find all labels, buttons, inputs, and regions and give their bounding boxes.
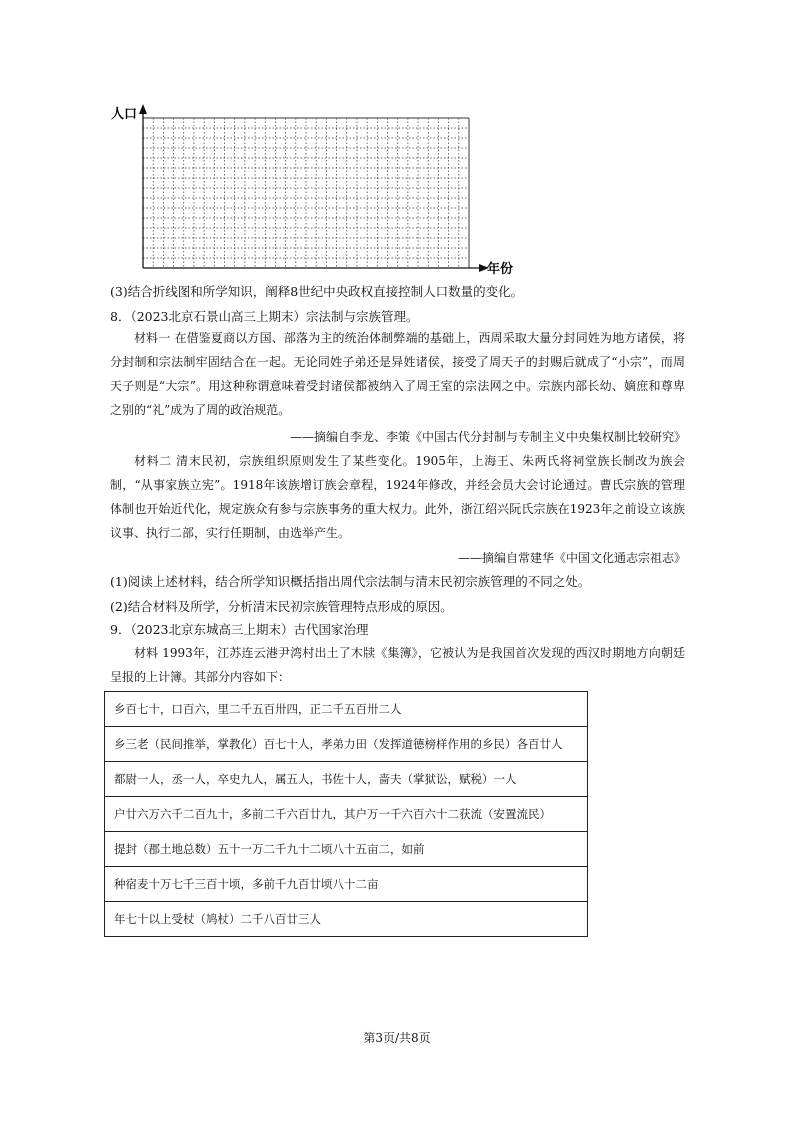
q8-source-2: ——摘编自常建华《中国文化通志宗祖志》 xyxy=(457,551,686,565)
q8-source: （2023北京石景山高三上期末） xyxy=(130,309,307,324)
q9-source: （2023北京东城高三上期末） xyxy=(130,622,294,637)
table-cell: 年七十以上受杖（鸠杖）二千八百廿三人 xyxy=(105,902,588,937)
q7-part3: (3)结合折线图和所学知识，阐释8世纪中央政权直接控制人口数量的变化。 xyxy=(110,284,524,299)
y-axis-label: 人口 xyxy=(111,107,138,122)
table-cell: 提封（郡土地总数）五十一万二千九十二顷八十五亩二，如前 xyxy=(105,832,588,867)
table-row xyxy=(105,832,588,867)
y-axis-arrow xyxy=(139,104,147,114)
q9-material: 材料 1993年，江苏连云港尹湾村出土了木牍《集簿》，它被认为是我国首次发现的西汉时期地方向朝廷呈报的上计簿。其部分内容如下： xyxy=(110,646,685,684)
table-cell: 都尉一人，丞一人，卒史九人，属五人，书佐十人，啬夫（掌狱讼，赋税）一人 xyxy=(105,762,588,797)
q8-question-2: (2)结合材料及所学，分析清末民初宗族管理特点形成的原因。 xyxy=(110,599,453,614)
q8-topic: 宗法制与宗族管理。 xyxy=(306,309,419,324)
table-row xyxy=(105,727,588,762)
page-footer: 第3页/共8页 xyxy=(363,1031,431,1045)
q9-header xyxy=(110,622,369,638)
q9-topic: 古代国家治理 xyxy=(293,622,369,637)
table-row xyxy=(105,692,588,727)
table-row xyxy=(105,762,588,797)
q8-number: 8． xyxy=(110,309,131,324)
q8-question-1: (1)阅读上述材料，结合所学知识概括指出周代宗法制与清末民初宗族管理的不同之处。 xyxy=(110,574,591,589)
x-axis-label: 年份 xyxy=(487,262,514,277)
jibu-content-table xyxy=(104,691,588,937)
table-cell: 种宿麦十万七千三百十顷，多前千九百廿顷八十二亩 xyxy=(105,867,588,902)
population-grid-chart xyxy=(105,96,525,278)
q8-header xyxy=(110,309,419,325)
table-cell: 乡百七十，口百六，里二千五百卅四，正二千五百卅二人 xyxy=(105,692,588,727)
table-row xyxy=(105,902,588,937)
table-row xyxy=(105,867,588,902)
table-row xyxy=(105,797,588,832)
q9-number: 9． xyxy=(110,622,131,637)
chart-grid xyxy=(143,118,469,268)
q8-source-1: ——摘编自李龙、李策《中国古代分封制与专制主义中央集权制比较研究》 xyxy=(289,430,686,444)
q8-material-2: 材料二 清末民初，宗族组织原则发生了某些变化。1905年，上海王、朱两氏将祠堂族长制改为族会制，“从事家族立宪”。1918年该族增订族会章程，1924年修改，并经会员大会讨论通过。曹氏宗族的管理体制也开始近代化，规定族众有参与宗族事务的重大权力。此外，浙江绍兴阮氏宗族在1923年之前设立该族议事、执行二部，实行任期制，由选举产生。 xyxy=(110,454,685,540)
table-cell: 乡三老（民间推举，掌教化）百七十人，孝弟力田（发挥道德榜样作用的乡民）各百廿人 xyxy=(105,727,588,762)
table-cell: 户廿六万六千二百九十，多前二千六百廿九，其户万一千六百六十二获流（安置流民） xyxy=(105,797,588,832)
q8-material-1: 材料一 在借鉴夏商以方国、部落为主的统治体制弊端的基础上，西周采取大量分封同姓为地方诸侯，将分封制和宗法制牢固结合在一起。无论同姓子弟还是异姓诸侯，接受了周天子的封赐后就成了“小宗”，而周天子则是“大宗”。用这种称谓意味着受封诸侯都被纳入了周王室的宗法网之中。宗族内部长幼、嫡庶和尊卑之别的“礼”成为了周的政治规范。 xyxy=(110,331,685,417)
